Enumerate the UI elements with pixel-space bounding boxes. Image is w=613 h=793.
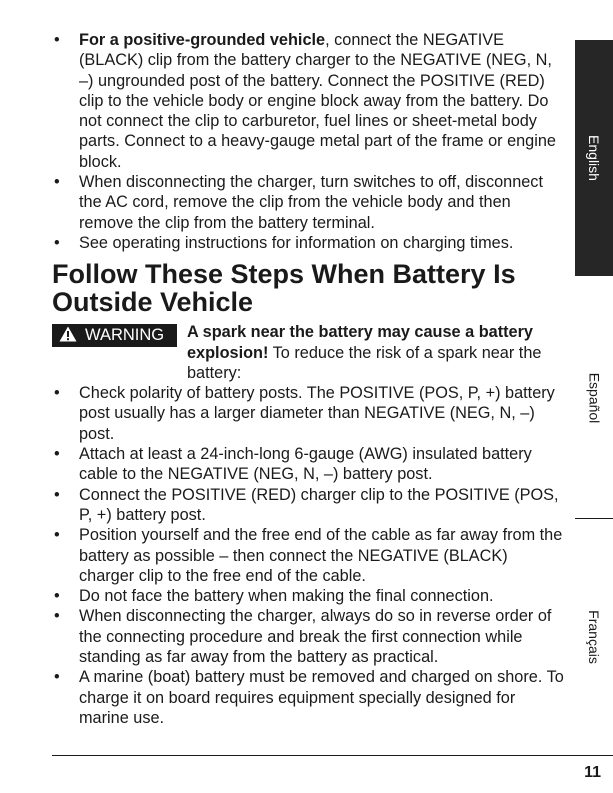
bullet-lead: For a positive-grounded vehicle xyxy=(79,31,326,49)
page-number: 11 xyxy=(584,764,601,781)
tab-label: Français xyxy=(586,610,602,664)
list-item xyxy=(52,233,567,253)
list-item: • When disconnecting the charger, always do so in reverse order of the connecting procedure and break the first connection while standing as far away from the battery as practical. xyxy=(52,606,567,667)
warning-lead: A spark near the battery may cause a battery explosion! xyxy=(187,323,533,362)
list-item xyxy=(52,172,567,233)
section-heading: Follow These Steps When Battery Is Outside Vehicle xyxy=(52,259,516,318)
list-item: • Check polarity of battery posts. The POSITIVE (POS, P, +) battery post usually has a larger diameter than NEGATIVE (NEG, N, –) post. xyxy=(52,383,567,444)
tab-english[interactable] xyxy=(575,40,613,276)
list-item: • Position yourself and the free end of the cable as far away from the battery as possible – then connect the NEGATIVE (BLACK) charger clip to the free end of the cable. xyxy=(52,525,567,586)
footer-divider xyxy=(52,755,613,756)
top-bullet-list xyxy=(52,30,567,253)
warning-triangle-icon xyxy=(59,326,77,342)
tab-label: English xyxy=(586,135,603,181)
bullet-text: When disconnecting the charger, turn switches to off, disconnect the AC cord, remove the clip from the vehicle body and then remove the clip from the battery terminal. xyxy=(79,173,543,232)
tab-francais[interactable] xyxy=(575,518,613,755)
list-item: • Connect the POSITIVE (RED) charger clip to the POSITIVE (POS, P, +) battery post. xyxy=(52,485,567,526)
bullet-text: See operating instructions for information on charging times. xyxy=(79,233,514,252)
warning-message xyxy=(187,322,567,383)
steps-bullet-list xyxy=(52,383,567,728)
tab-label: Español xyxy=(586,372,602,424)
warning-body: To reduce the risk of a spark near the battery: xyxy=(187,343,542,382)
list-item: • Do not face the battery when making the final connection. xyxy=(52,586,567,606)
bullet-text: , connect the NEGATIVE (BLACK) clip from the battery charger to the NEGATIVE (NEG, N, –) ungrounded post of the battery. Connect the POSITIVE (RED) clip to the vehicle body or engine block away from the battery. Do not connect the clip to carburetor, fuel lines or sheet-metal body parts. Connect to a heavy-gauge metal part of the frame or engine block. xyxy=(79,31,556,171)
manual-body xyxy=(52,30,567,728)
list-item: • A marine (boat) battery must be removed and charged on shore. To charge it on board requires equipment specially designed for marine use. xyxy=(52,667,567,728)
warning-badge xyxy=(52,324,177,347)
list-item: • Attach at least a 24-inch-long 6-gauge (AWG) insulated battery cable to the NEGATIVE (NEG, N, –) battery post. xyxy=(52,444,567,485)
language-tabs xyxy=(575,40,613,776)
tab-espanol[interactable] xyxy=(575,280,613,516)
list-item xyxy=(52,30,567,172)
warning-block xyxy=(52,322,567,383)
warning-label: WARNING xyxy=(85,326,165,345)
